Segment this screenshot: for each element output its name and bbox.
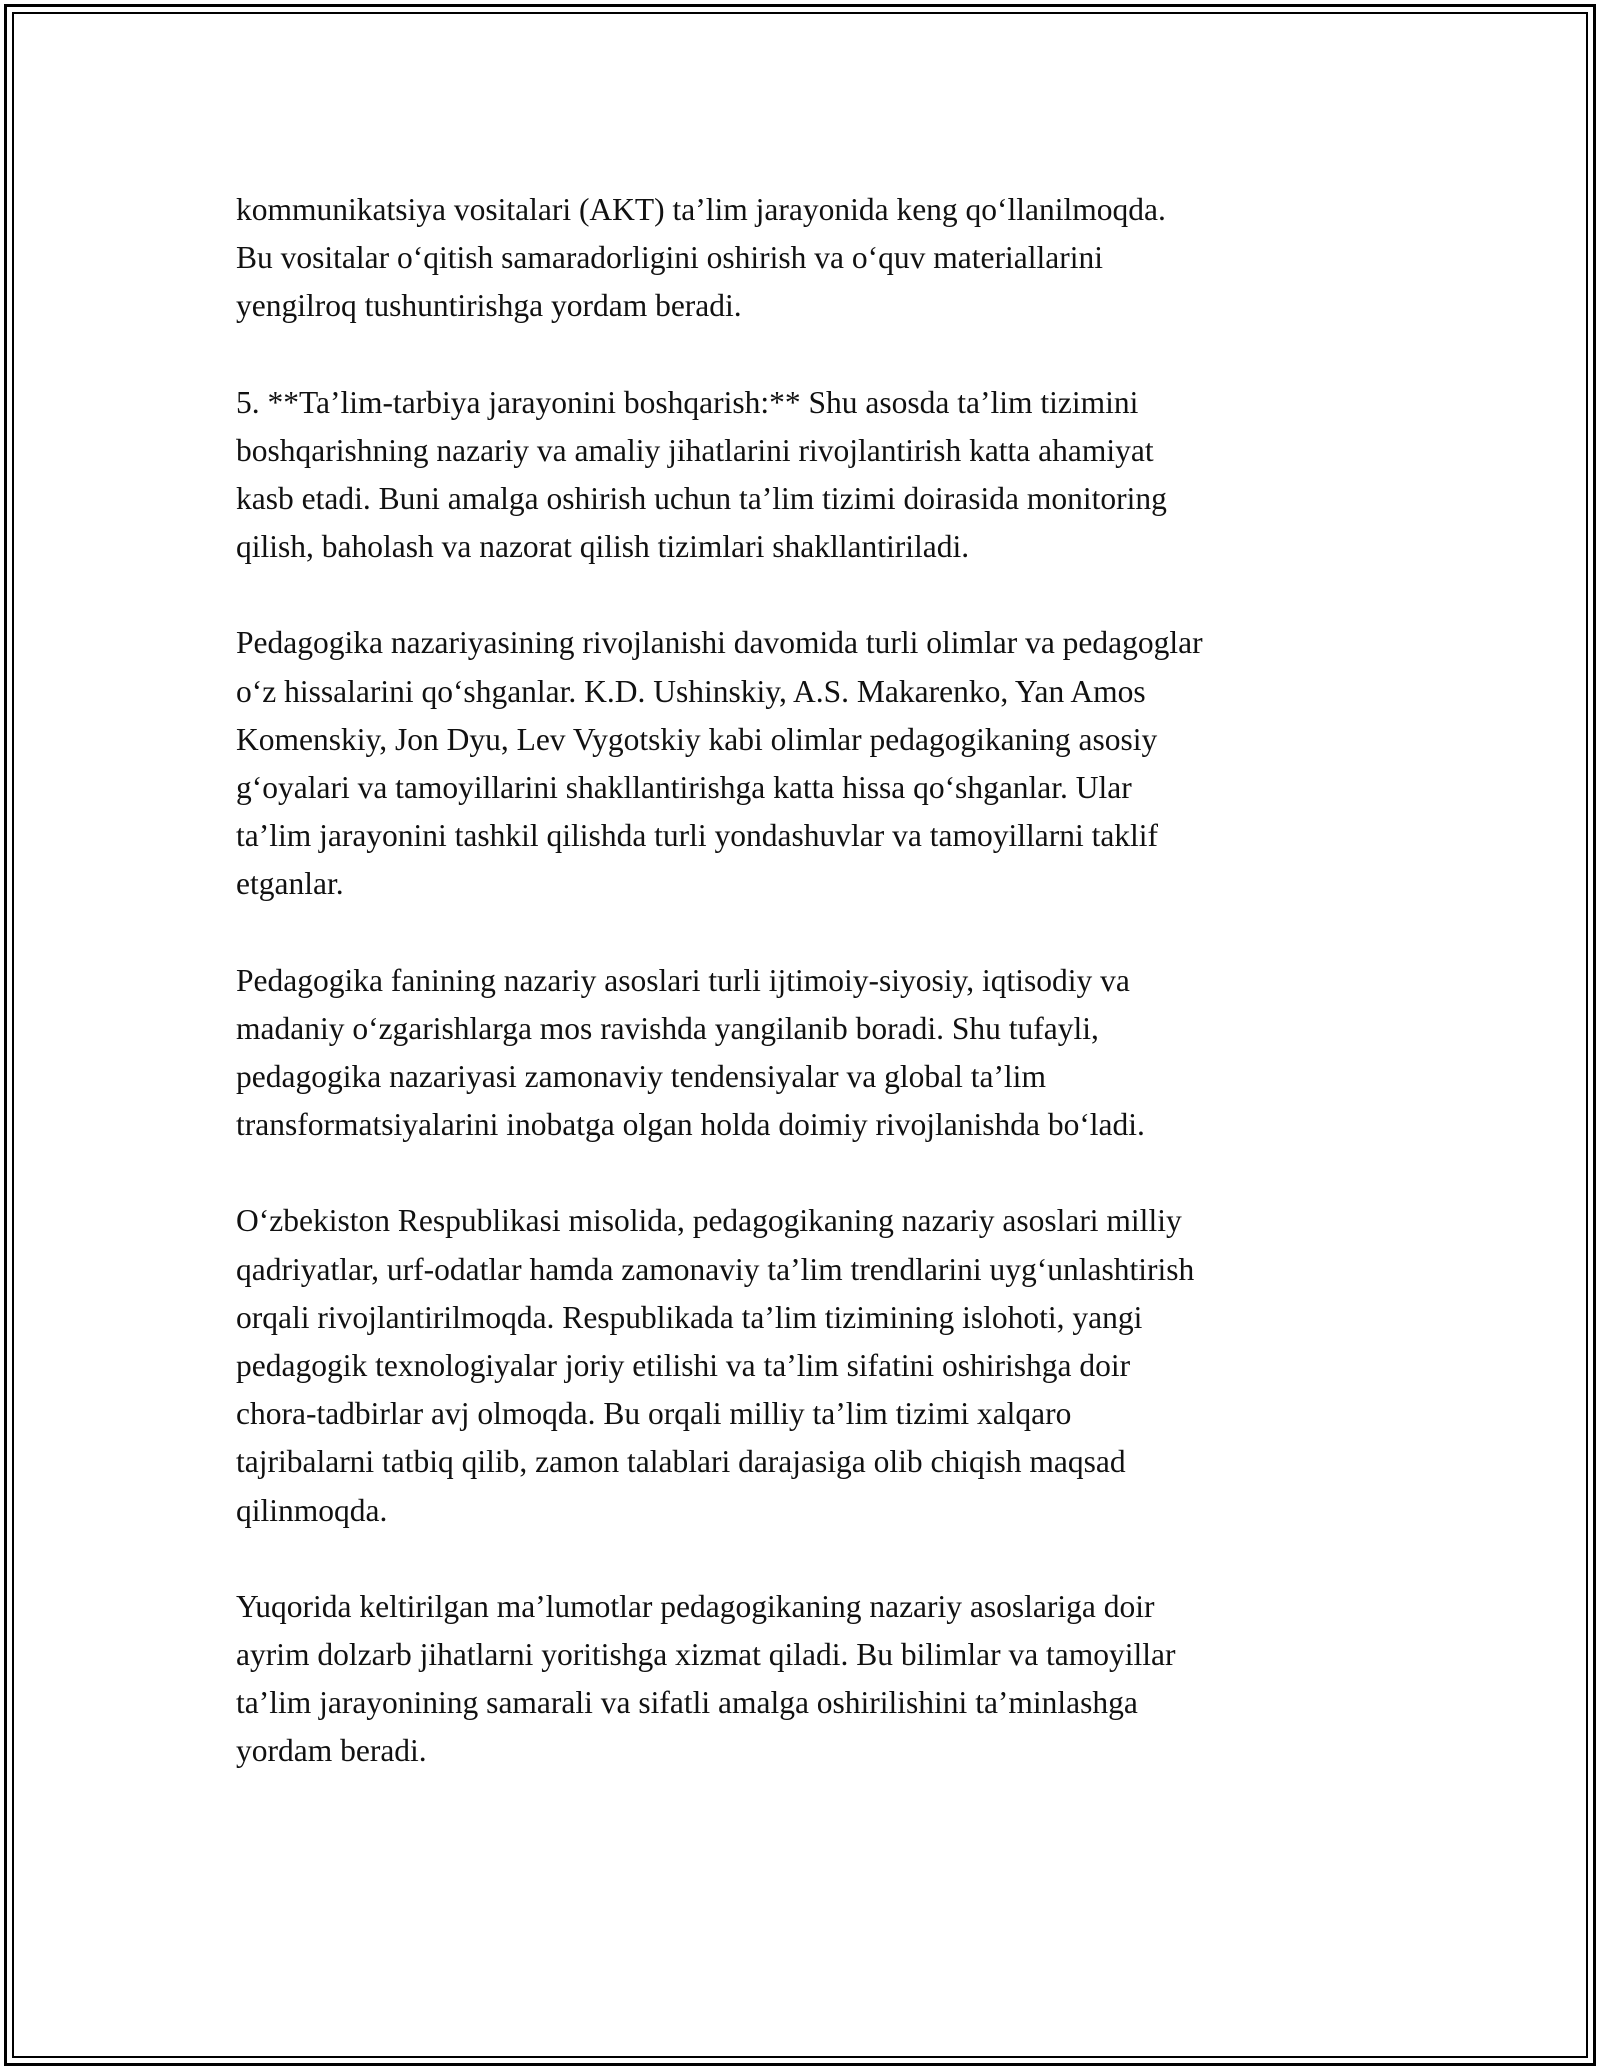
paragraph-scholars: Pedagogika nazariyasining rivojlanishi davomida turli olimlar va pedagoglar o‘z hissalarini qo‘shganlar. K.D. Ushinskiy, A.S. Makarenko, Yan Amos Komenskiy, Jon Dyu, Lev Vygotskiy kabi olimlar pedagogikaning asosiy g‘oyalari va tamoyillarini shakllantirishga katta hissa qo‘shganlar. Ular ta’lim jarayonini tashkil qilishda turli yondashuvlar va tamoyillarni taklif etganlar. xyxy=(236,625,1203,902)
paragraph-akt: kommunikatsiya vositalari (AKT) ta’lim jarayonida keng qo‘llanilmoqda. Bu vositalar o‘qitish samaradorligini oshirish va o‘quv materiallarini yengilroq tushuntirishga yordam beradi. xyxy=(236,192,1166,324)
document-body xyxy=(236,186,1386,1824)
paragraph-conclusion: Yuqorida keltirilgan ma’lumotlar pedagogikaning nazariy asoslariga doir ayrim dolzarb jihatlarni yoritishga xizmat qiladi. Bu bilimlar va tamoyillar ta’lim jarayonining samarali va sifatli amalga oshirilishini ta’minlashga yordam beradi. xyxy=(236,1588,1176,1769)
paragraph-management: 5. **Ta’lim-tarbiya jarayonini boshqarish:** Shu asosda ta’lim tizimini boshqarishning nazariy va amaliy jihatlarini rivojlantirish katta ahamiyat kasb etadi. Buni amalga oshirish uchun ta’lim tizimi doirasida monitoring qilish, baholash va nazorat qilish tizimlari shakllantiriladi. xyxy=(236,384,1167,565)
paragraph-theory-foundations: Pedagogika fanining nazariy asoslari turli ijtimoiy-siyosiy, iqtisodiy va madaniy o‘zgarishlarga mos ravishda yangilanib boradi. Shu tufayli, pedagogika nazariyasi zamonaviy tendensiyalar va global ta’lim transformatsiyalarini inobatga olgan holda doimiy rivojlanishda bo‘ladi. xyxy=(236,962,1145,1143)
paragraph-uzbekistan: O‘zbekiston Respublikasi misolida, pedagogikaning nazariy asoslari milliy qadriyatlar, urf-odatlar hamda zamonaviy ta’lim trendlarini uyg‘unlashtirish orqali rivojlantirilmoqda. Respublikada ta’lim tizimining islohoti, yangi pedagogik texnologiyalar joriy etilishi va ta’lim sifatini oshirishga doir chora-tadbirlar avj olmoqda. Bu orqali milliy ta’lim tizimi xalqaro tajribalarni tatbiq qilib, zamon talablari darajasiga olib chiqish maqsad qilinmoqda. xyxy=(236,1203,1195,1528)
